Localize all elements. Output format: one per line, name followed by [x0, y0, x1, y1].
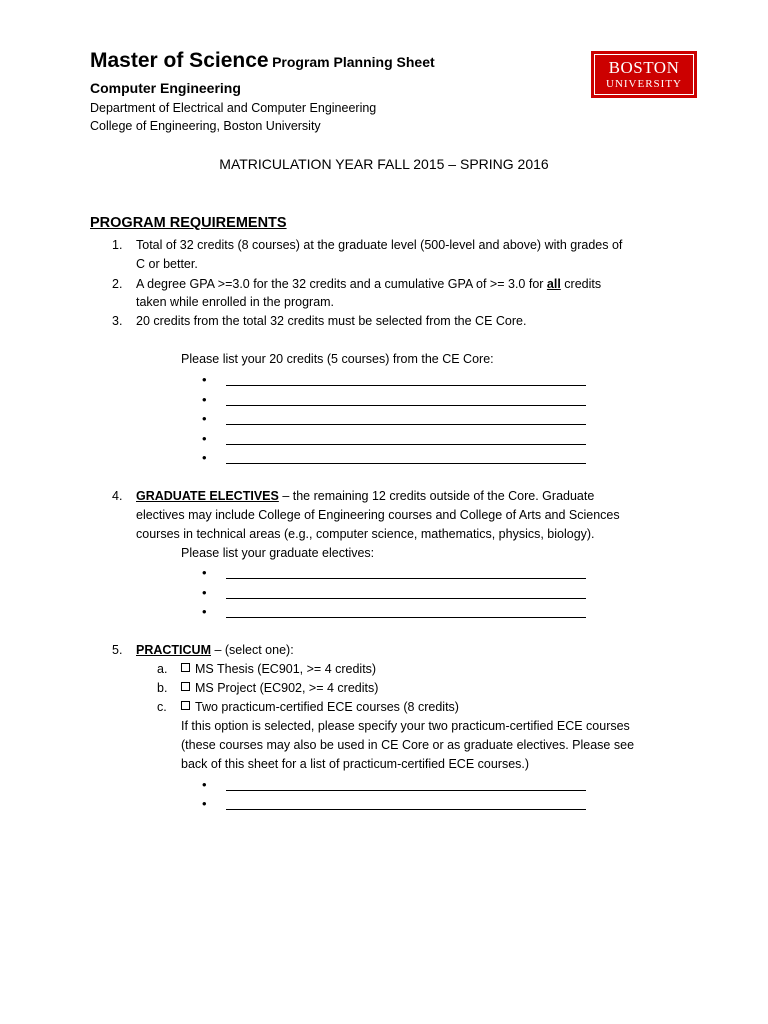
- page-title: [90, 49, 435, 73]
- option-c-line2: If this option is selected, please specify your two practicum-certified ECE courses: [181, 719, 630, 733]
- practicum-course-blank-2[interactable]: [226, 809, 586, 810]
- item-1-line1: Total of 32 credits (8 courses) at the graduate level (500-level and above) with grades of: [136, 238, 623, 252]
- core-course-blank-3[interactable]: [226, 424, 586, 425]
- core-course-blank-1[interactable]: [226, 385, 586, 386]
- option-c-line3: (these courses may also be used in CE Core or as graduate electives. Please see: [181, 738, 635, 752]
- elective-blank-3[interactable]: [226, 617, 586, 618]
- option-a[interactable]: [181, 660, 376, 679]
- title-sub: Program Planning Sheet: [272, 54, 435, 70]
- option-c-text: Two practicum-certified ECE courses (8 credits): [195, 700, 459, 714]
- option-c-letter: c.: [157, 700, 167, 714]
- program-name: Computer Engineering: [90, 80, 241, 96]
- logo-line2: UNIVERSITY: [606, 78, 682, 90]
- core-prompt: Please list your 20 credits (5 courses) from the CE Core:: [181, 352, 494, 366]
- core-course-blank-4[interactable]: [226, 444, 586, 445]
- item-3-line1: 20 credits from the total 32 credits must be selected from the CE Core.: [136, 314, 527, 328]
- elective-blank-1[interactable]: [226, 578, 586, 579]
- bullet: •: [202, 604, 207, 619]
- title-main: Master of Science: [90, 49, 269, 72]
- elective-blank-2[interactable]: [226, 598, 586, 599]
- core-course-blank-5[interactable]: [226, 463, 586, 464]
- core-course-blank-2[interactable]: [226, 405, 586, 406]
- logo-line1: BOSTON: [608, 58, 680, 77]
- requirements-heading: PROGRAM REQUIREMENTS: [90, 215, 287, 231]
- bullet: •: [202, 431, 207, 446]
- option-a-text: MS Thesis (EC901, >= 4 credits): [195, 662, 377, 676]
- item-4-text: – the remaining 12 credits outside of the Core. Graduate: [278, 489, 595, 503]
- item-1-number: 1.: [112, 238, 123, 252]
- item-2-line1: [136, 275, 601, 294]
- item-3-number: 3.: [112, 314, 123, 328]
- department-line: Department of Electrical and Computer Engineering: [90, 101, 377, 115]
- bullet: •: [202, 392, 207, 407]
- practicum-label: PRACTICUM: [136, 643, 211, 657]
- practicum-courses-checkbox[interactable]: [181, 701, 190, 710]
- practicum-rest: – (select one):: [211, 643, 294, 657]
- bullet: •: [202, 585, 207, 600]
- item-2-all: all: [546, 277, 561, 291]
- option-a-letter: a.: [157, 662, 168, 676]
- item-5-number: 5.: [112, 643, 123, 657]
- option-b-text: MS Project (EC902, >= 4 credits): [195, 681, 379, 695]
- option-b[interactable]: [181, 679, 378, 698]
- bullet: •: [202, 777, 207, 792]
- item-2-line2: taken while enrolled in the program.: [136, 295, 335, 309]
- item-1-line2: C or better.: [136, 257, 198, 271]
- item-4-line2: electives may include College of Engineering courses and College of Arts and Sciences: [136, 508, 620, 522]
- item-5-line1: [136, 641, 294, 660]
- ms-project-checkbox[interactable]: [181, 682, 190, 691]
- electives-prompt: Please list your graduate electives:: [181, 546, 375, 560]
- option-b-letter: b.: [157, 681, 168, 695]
- bullet: •: [202, 411, 207, 426]
- ms-thesis-checkbox[interactable]: [181, 663, 190, 672]
- item-2-text-a: A degree GPA >=3.0 for the 32 credits and a cumulative GPA of >= 3.0 for: [136, 277, 547, 291]
- college-line: College of Engineering, Boston University: [90, 119, 321, 133]
- boston-university-logo: [591, 51, 697, 98]
- matriculation-year: MATRICULATION YEAR FALL 2015 – SPRING 2016: [219, 156, 549, 172]
- item-4-line3: courses in technical areas (e.g., computer science, mathematics, physics, biology).: [136, 527, 595, 541]
- item-4-line1: [136, 487, 594, 506]
- item-2-text-c: credits: [560, 277, 602, 291]
- bullet: •: [202, 796, 207, 811]
- practicum-course-blank-1[interactable]: [226, 790, 586, 791]
- item-4-number: 4.: [112, 489, 123, 503]
- bullet: •: [202, 450, 207, 465]
- graduate-electives-label: GRADUATE ELECTIVES: [136, 489, 279, 503]
- bullet: •: [202, 565, 207, 580]
- bullet: •: [202, 372, 207, 387]
- option-c[interactable]: [181, 698, 459, 717]
- item-2-number: 2.: [112, 277, 123, 291]
- option-c-line4: back of this sheet for a list of practicum-certified ECE courses.): [181, 757, 530, 771]
